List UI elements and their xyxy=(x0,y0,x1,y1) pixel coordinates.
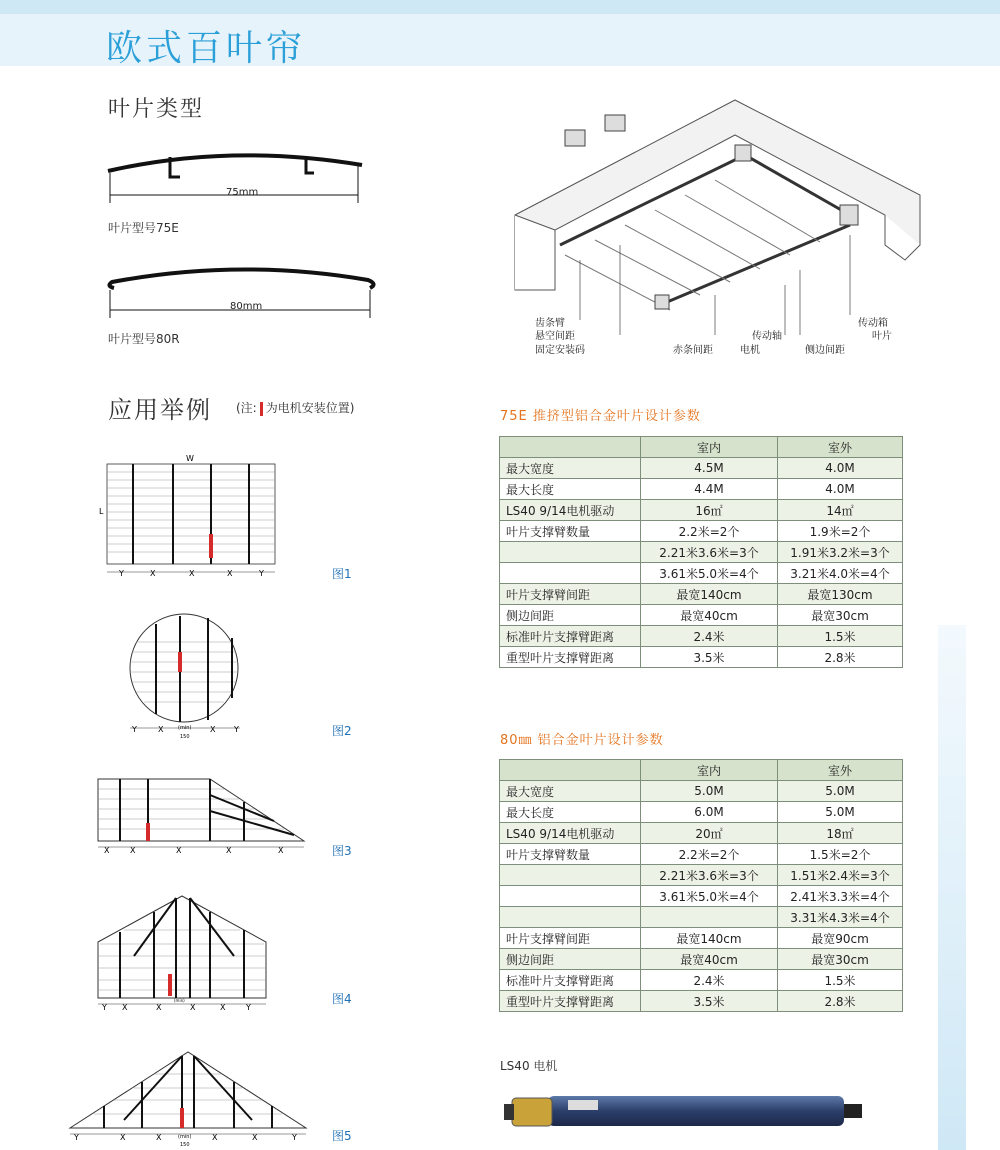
table-cell: 4.0M xyxy=(778,479,903,500)
blade-75e-profile xyxy=(100,145,370,215)
table-row xyxy=(500,802,903,823)
label-suspension-gap: 悬空间距 xyxy=(535,331,575,342)
fig1-w-label: W xyxy=(186,454,194,463)
svg-text:X: X xyxy=(158,725,164,734)
table-cell: 2.2米=2个 xyxy=(641,844,778,865)
table-cell: 最大长度 xyxy=(500,479,641,500)
page-title: 欧式百叶帘 xyxy=(106,28,307,69)
figure-3-label: 图3 xyxy=(332,844,352,858)
table-row xyxy=(500,823,903,844)
table-header-cell xyxy=(500,437,641,458)
table-header-cell: 室内 xyxy=(641,760,778,781)
table-cell: LS40 9/14电机驱动 xyxy=(500,500,641,521)
fig2-min-label: (min) xyxy=(178,725,192,731)
table80-title: 80㎜ 铝合金叶片设计参数 xyxy=(500,733,664,748)
label-bar-spacing: 赤条间距 xyxy=(673,345,713,356)
table-cell: 5.0M xyxy=(778,802,903,823)
svg-text:X: X xyxy=(252,1133,258,1142)
table-cell: 叶片支撑臂间距 xyxy=(500,928,641,949)
table-row xyxy=(500,865,903,886)
table-row xyxy=(500,521,903,542)
table-row xyxy=(500,500,903,521)
note-suffix: 为电机安装位置) xyxy=(265,401,355,415)
figure-5-diagram xyxy=(64,1048,314,1148)
figure-1-label: 图1 xyxy=(332,567,352,581)
fig4-min-label: (min) xyxy=(174,998,185,1003)
svg-text:X: X xyxy=(150,569,156,578)
table-row xyxy=(500,458,903,479)
svg-text:Y: Y xyxy=(292,1133,297,1142)
svg-text:X: X xyxy=(210,725,216,734)
figure-5-label: 图5 xyxy=(332,1129,352,1143)
table-row xyxy=(500,781,903,802)
table-cell xyxy=(500,886,641,907)
table-cell: 最宽90cm xyxy=(778,928,903,949)
fig5-min-value: 150 xyxy=(180,1142,190,1148)
table-cell: 标准叶片支撑臂距离 xyxy=(500,970,641,991)
table-cell: 2.2米=2个 xyxy=(641,521,778,542)
table-cell: 最宽140cm xyxy=(641,928,778,949)
table-cell: 最大宽度 xyxy=(500,458,641,479)
table-cell: 最宽30cm xyxy=(778,605,903,626)
table-row xyxy=(500,542,903,563)
svg-text:X: X xyxy=(190,1003,196,1012)
label-rack-arm: 齿条臂 xyxy=(535,318,565,329)
table-cell: 2.4米 xyxy=(641,970,778,991)
table-cell: 最宽140cm xyxy=(641,584,778,605)
blade-75e-model: 叶片型号75E xyxy=(108,221,179,235)
table-cell: 2.8米 xyxy=(778,647,903,668)
table-row xyxy=(500,626,903,647)
svg-text:X: X xyxy=(156,1003,162,1012)
table-cell: 18㎡ xyxy=(778,823,903,844)
blade-80r-dimension: 80mm xyxy=(230,301,263,312)
table-header-cell: 室外 xyxy=(778,437,903,458)
table-cell: 最宽40cm xyxy=(641,949,778,970)
table-cell: 5.0M xyxy=(778,781,903,802)
fig2-min-value: 150 xyxy=(180,734,190,740)
table-row xyxy=(500,563,903,584)
table-row xyxy=(500,605,903,626)
table-cell: 1.5米=2个 xyxy=(778,844,903,865)
figure-4-diagram xyxy=(94,892,270,1014)
label-mounting-bracket: 固定安装码 xyxy=(535,345,585,356)
svg-text:X: X xyxy=(120,1133,126,1142)
svg-text:Y: Y xyxy=(132,725,137,734)
label-blade: 叶片 xyxy=(872,331,892,342)
table-cell: 最宽30cm xyxy=(778,949,903,970)
table-cell: 标准叶片支撑臂距离 xyxy=(500,626,641,647)
examples-heading: 应用举例 xyxy=(108,396,212,424)
table-cell: 3.61米5.0米=4个 xyxy=(641,886,778,907)
table-cell: 3.5米 xyxy=(641,991,778,1012)
svg-text:Y: Y xyxy=(246,1003,251,1012)
top-band xyxy=(0,0,1000,14)
svg-text:X: X xyxy=(104,846,110,855)
table75-title: 75E 推挤型铝合金叶片设计参数 xyxy=(500,409,701,424)
fig1-l-label: L xyxy=(99,507,104,516)
table-cell xyxy=(500,907,641,928)
table-cell xyxy=(500,563,641,584)
svg-text:Y: Y xyxy=(259,569,264,578)
table-cell: 20㎡ xyxy=(641,823,778,844)
table-cell: 重型叶片支撑臂距离 xyxy=(500,991,641,1012)
svg-text:X: X xyxy=(278,846,284,855)
table-cell: 叶片支撑臂数量 xyxy=(500,844,641,865)
table-cell: 1.5米 xyxy=(778,970,903,991)
blade-75e-dimension: 75mm xyxy=(226,187,259,198)
table80 xyxy=(499,759,903,1012)
table-row xyxy=(500,970,903,991)
table-cell: 最大长度 xyxy=(500,802,641,823)
table-cell: 3.61米5.0米=4个 xyxy=(641,563,778,584)
table-cell: 3.21米4.0米=4个 xyxy=(778,563,903,584)
table-row xyxy=(500,479,903,500)
table-cell: 侧边间距 xyxy=(500,949,641,970)
table-header-cell: 室外 xyxy=(778,760,903,781)
table-cell: 2.21米3.6米=3个 xyxy=(641,542,778,563)
figure-4-label: 图4 xyxy=(332,992,352,1006)
figure-2-diagram xyxy=(118,612,258,742)
table-row xyxy=(500,991,903,1012)
table-row xyxy=(500,647,903,668)
table-cell: 1.91米3.2米=3个 xyxy=(778,542,903,563)
table-cell: 叶片支撑臂数量 xyxy=(500,521,641,542)
label-drive-shaft: 传动轴 xyxy=(752,331,782,342)
table-cell: 1.51米2.4米=3个 xyxy=(778,865,903,886)
table-cell: 叶片支撑臂间距 xyxy=(500,584,641,605)
svg-text:X: X xyxy=(226,846,232,855)
svg-text:Y: Y xyxy=(234,725,239,734)
table-cell: 4.0M xyxy=(778,458,903,479)
table-cell: 重型叶片支撑臂距离 xyxy=(500,647,641,668)
table-cell: 3.31米4.3米=4个 xyxy=(778,907,903,928)
fig5-min-label: (min) xyxy=(178,1134,192,1140)
table-header-row xyxy=(500,760,903,781)
figure-3-diagram xyxy=(94,775,316,857)
svg-text:X: X xyxy=(227,569,233,578)
table-cell: 最大宽度 xyxy=(500,781,641,802)
table-cell: 14㎡ xyxy=(778,500,903,521)
svg-text:X: X xyxy=(220,1003,226,1012)
label-gearbox: 传动箱 xyxy=(858,318,888,329)
blade-heading: 叶片类型 xyxy=(108,97,205,122)
table-cell: 16㎡ xyxy=(641,500,778,521)
table-header-cell: 室内 xyxy=(641,437,778,458)
note-prefix: (注: xyxy=(236,401,257,415)
table-row xyxy=(500,584,903,605)
table-cell: 2.21米3.6米=3个 xyxy=(641,865,778,886)
table-cell: 1.9米=2个 xyxy=(778,521,903,542)
table75 xyxy=(499,436,903,668)
table-cell: 2.8米 xyxy=(778,991,903,1012)
svg-text:X: X xyxy=(212,1133,218,1142)
table-cell: 5.0M xyxy=(641,781,778,802)
label-motor: 电机 xyxy=(740,345,760,356)
svg-text:Y: Y xyxy=(74,1133,79,1142)
table-row xyxy=(500,907,903,928)
table-cell: LS40 9/14电机驱动 xyxy=(500,823,641,844)
table-cell xyxy=(500,542,641,563)
motor-image xyxy=(498,1090,868,1135)
table-row xyxy=(500,844,903,865)
figure-2-label: 图2 xyxy=(332,724,352,738)
table-cell: 4.4M xyxy=(641,479,778,500)
table-row xyxy=(500,928,903,949)
table-header-row xyxy=(500,437,903,458)
table-cell: 侧边间距 xyxy=(500,605,641,626)
figure-1-diagram xyxy=(95,452,285,582)
side-decoration xyxy=(938,625,966,1150)
blade-80r-profile xyxy=(100,262,380,322)
table-cell: 4.5M xyxy=(641,458,778,479)
table-cell: 2.41米3.3米=4个 xyxy=(778,886,903,907)
motor-label: LS40 电机 xyxy=(500,1059,558,1073)
table-cell: 最宽40cm xyxy=(641,605,778,626)
blade-80r-model: 叶片型号80R xyxy=(108,332,180,346)
svg-text:Y: Y xyxy=(119,569,124,578)
svg-text:X: X xyxy=(176,846,182,855)
svg-text:X: X xyxy=(189,569,195,578)
table-row xyxy=(500,886,903,907)
label-side-spacing: 侧边间距 xyxy=(805,345,845,356)
table-cell xyxy=(500,865,641,886)
examples-note xyxy=(236,399,354,416)
table-row xyxy=(500,949,903,970)
table-cell: 6.0M xyxy=(641,802,778,823)
table-cell: 最宽130cm xyxy=(778,584,903,605)
table-cell: 1.5米 xyxy=(778,626,903,647)
svg-text:Y: Y xyxy=(102,1003,107,1012)
svg-text:X: X xyxy=(122,1003,128,1012)
svg-text:X: X xyxy=(156,1133,162,1142)
table-cell: 3.5米 xyxy=(641,647,778,668)
table-cell xyxy=(641,907,778,928)
table-cell: 2.4米 xyxy=(641,626,778,647)
table-header-cell xyxy=(500,760,641,781)
motor-marker-icon xyxy=(260,402,263,416)
svg-text:X: X xyxy=(130,846,136,855)
